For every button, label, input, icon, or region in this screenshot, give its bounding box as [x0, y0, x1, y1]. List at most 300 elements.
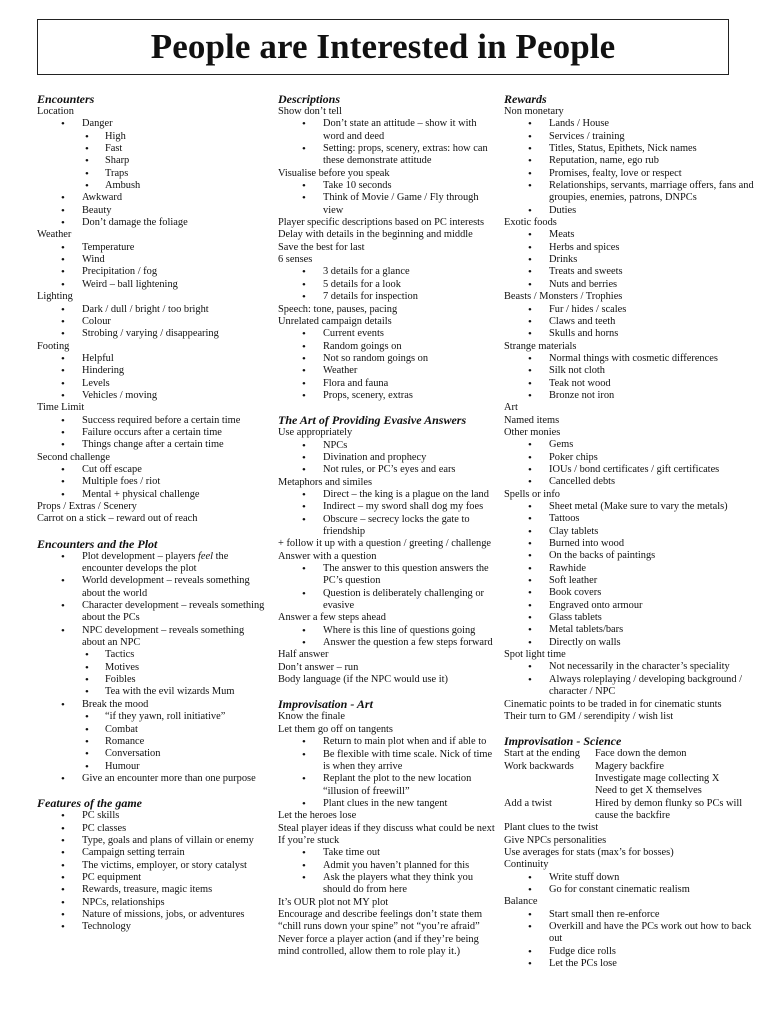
list-item: [37, 304, 265, 316]
list-heading: [278, 229, 495, 241]
section-gap: [37, 526, 265, 537]
item-text: Not rules, or PC’s eyes and ears: [323, 464, 456, 476]
item-text: Where is this line of questions going: [323, 624, 476, 636]
list-item: [37, 489, 265, 501]
list-heading: [504, 427, 754, 439]
list-item: [504, 279, 754, 291]
item-text: Teak not wood: [549, 377, 611, 389]
list-item: [278, 489, 495, 501]
list-item: [37, 118, 265, 130]
list-item: [504, 254, 754, 266]
item-text: Don’t damage the foliage: [82, 217, 188, 229]
item-text: Visualise before you speak: [278, 167, 390, 179]
bullet-icon: •: [528, 365, 532, 378]
bullet-icon: •: [61, 365, 65, 378]
item-text: Reputation, name, ego rub: [549, 155, 659, 167]
list-heading: [37, 291, 265, 303]
item-text: PC equipment: [82, 871, 142, 883]
list-item: [37, 205, 265, 217]
list-item: [37, 847, 265, 859]
bullet-icon: •: [85, 661, 89, 674]
bullet-icon: •: [302, 797, 306, 810]
bullet-icon: •: [528, 439, 532, 452]
list-item: [37, 810, 265, 822]
item-text: Services / training: [549, 130, 625, 142]
list-item: [37, 192, 265, 204]
list-item: [278, 440, 495, 452]
list-item: [37, 131, 265, 143]
item-text: On the backs of paintings: [549, 550, 656, 562]
step-detail: Investigate mage collecting X: [595, 772, 720, 784]
section-gap: [37, 785, 265, 796]
list-item: [278, 291, 495, 303]
bullet-icon: •: [61, 414, 65, 427]
item-text: Ask the players what they think you should do from here: [323, 871, 474, 896]
list-heading: [37, 106, 265, 118]
item-text: Nuts and berries: [549, 278, 618, 290]
list-heading: [504, 402, 754, 414]
bullet-icon: •: [528, 513, 532, 526]
item-text: Spells or info: [504, 488, 560, 500]
bullet-icon: •: [61, 315, 65, 328]
list-item: [278, 637, 495, 649]
section-gap: [504, 723, 754, 734]
item-text: Sheet metal (Make sure to vary the metals): [549, 501, 728, 512]
column-middle: [278, 92, 495, 958]
list-heading: [504, 699, 754, 711]
bullet-icon: •: [528, 155, 532, 168]
bullet-icon: •: [528, 451, 532, 464]
item-text: Precipitation / fog: [82, 266, 158, 278]
item-text: Rawhide: [549, 562, 586, 574]
item-text: Engraved onto armour: [549, 599, 643, 611]
item-text: Multiple foes / riot: [82, 476, 161, 488]
list-heading: [278, 810, 495, 822]
list-item: [504, 452, 754, 464]
title-box: [37, 19, 729, 75]
item-text: Never force a player action (and if they’re being mind controlled, allow them to role play it.): [278, 933, 479, 957]
item-text: Replant the plot to the new location “illusion of freewill”: [323, 773, 472, 797]
bullet-list: [504, 822, 754, 970]
list-item: [37, 625, 265, 650]
item-text: Technology: [82, 921, 131, 933]
bullet-icon: •: [528, 254, 532, 267]
section-heading: Encounters and the Plot: [37, 536, 158, 551]
bullet-icon: •: [61, 476, 65, 489]
item-text: 5 details for a look: [323, 278, 401, 290]
bullet-icon: •: [302, 328, 306, 341]
list-item: [37, 476, 265, 488]
item-text: Named items: [504, 414, 560, 426]
bullet-icon: •: [61, 463, 65, 476]
list-item: [504, 439, 754, 451]
bullet-icon: •: [61, 241, 65, 254]
list-heading: [504, 341, 754, 353]
list-item: [278, 378, 495, 390]
item-text: Dark / dull / bright / too bright: [82, 303, 209, 315]
list-item: [504, 550, 754, 562]
list-item: [278, 390, 495, 402]
item-text: Treats and sweets: [549, 266, 623, 278]
list-heading: [278, 477, 495, 489]
bullet-icon: •: [302, 143, 306, 156]
bullet-icon: •: [528, 328, 532, 341]
bullet-icon: •: [528, 266, 532, 279]
bullet-list: [278, 106, 495, 402]
item-text: Not so random goings on: [323, 352, 429, 364]
bullet-icon: •: [528, 525, 532, 538]
item-text: Herbs and spices: [549, 241, 620, 253]
list-heading: [278, 427, 495, 439]
item-text: Traps: [105, 167, 129, 179]
item-text: Humour: [105, 760, 140, 772]
item-text: Indirect – my sword shall dog my foes: [323, 501, 484, 513]
bullet-icon: •: [302, 389, 306, 402]
item-text: Exotic foods: [504, 217, 557, 229]
item-text: Wind: [82, 254, 105, 266]
bullet-icon: •: [528, 908, 532, 921]
bullet-icon: •: [528, 599, 532, 612]
list-item: [278, 192, 495, 217]
list-item: [504, 909, 754, 921]
item-text: Use averages for stats (max’s for bosses): [504, 846, 674, 858]
item-text: Burned into wood: [549, 538, 625, 550]
list-heading: [37, 229, 265, 241]
list-item: [278, 353, 495, 365]
list-item: [278, 625, 495, 637]
bullet-icon: •: [85, 143, 89, 156]
item-text: Flora and fauna: [323, 377, 389, 389]
item-text: Half answer: [278, 649, 329, 661]
list-item: [37, 464, 265, 476]
item-text: PC classes: [82, 822, 127, 834]
bullet-icon: •: [302, 587, 306, 600]
item-text: Duties: [549, 204, 577, 216]
item-text: Answer with a question: [278, 550, 377, 562]
item-text: Obscure – secrecy locks the gate to friendship: [323, 513, 470, 537]
list-heading: [278, 551, 495, 563]
item-text: 7 details for inspection: [323, 291, 418, 303]
item-text: Rewards, treasure, magic items: [82, 884, 213, 896]
item-text: Sharp: [105, 155, 130, 167]
item-text: Give NPCs personalities: [504, 834, 607, 846]
item-text: Romance: [105, 735, 145, 747]
list-item: [37, 662, 265, 674]
step-label: [504, 785, 595, 797]
list-item: [504, 884, 754, 896]
bullet-icon: •: [61, 266, 65, 279]
item-text: Gems: [549, 439, 574, 451]
list-heading: [37, 513, 265, 525]
bullet-icon: •: [528, 241, 532, 254]
step-label: Add a twist: [504, 797, 552, 809]
bullet-icon: •: [61, 834, 65, 847]
list-item: [278, 180, 495, 192]
list-heading: [37, 402, 265, 414]
list-item: [278, 514, 495, 539]
item-text: Claws and teeth: [549, 315, 616, 327]
item-text: Fur / hides / scales: [549, 303, 627, 315]
section-gap: [278, 686, 495, 697]
list-item: [504, 131, 754, 143]
list-item: [504, 143, 754, 155]
list-item: [278, 365, 495, 377]
bullet-icon: •: [61, 439, 65, 452]
step-label: [504, 773, 595, 785]
bullet-icon: •: [528, 538, 532, 551]
list-item: [278, 328, 495, 340]
list-item: [504, 168, 754, 180]
item-text: Plot development – players feel the encounter develops the plot: [82, 550, 229, 575]
bullet-icon: •: [528, 352, 532, 365]
bullet-icon: •: [302, 291, 306, 304]
item-text: Let the heroes lose: [278, 810, 357, 822]
item-text: Soft leather: [549, 575, 598, 587]
list-item: [37, 316, 265, 328]
section-gap: [278, 402, 495, 413]
list-item: [37, 897, 265, 909]
list-item: [37, 674, 265, 686]
list-item: [504, 180, 754, 205]
section-heading: Descriptions: [278, 92, 341, 106]
list-heading: [278, 242, 495, 254]
item-text: Vehicles / moving: [82, 389, 158, 401]
list-heading: [278, 724, 495, 736]
item-text: Cut off escape: [82, 463, 142, 475]
list-heading: [504, 847, 754, 859]
item-text: Cancelled debts: [549, 476, 616, 488]
bullet-icon: •: [302, 266, 306, 279]
item-text: Fast: [105, 143, 123, 155]
item-text: Return to main plot when and if able to: [323, 736, 487, 748]
item-text: Take time out: [323, 847, 380, 859]
item-text: World development – reveals something about the world: [82, 575, 250, 599]
item-text: Bronze not iron: [549, 389, 615, 401]
list-item: [37, 835, 265, 847]
list-heading: [504, 859, 754, 871]
bullet-icon: •: [302, 736, 306, 749]
item-text: Plant clues to the twist: [504, 822, 599, 834]
item-text: NPC development – reveals something about an NPC: [82, 624, 245, 649]
bullet-icon: •: [61, 389, 65, 402]
item-text: Show don’t tell: [278, 106, 342, 117]
item-text: Location: [37, 106, 74, 117]
list-item: [37, 242, 265, 254]
list-item: [37, 872, 265, 884]
bullet-icon: •: [302, 451, 306, 464]
list-item: [37, 748, 265, 760]
list-item: [504, 637, 754, 649]
list-heading: [278, 538, 495, 550]
item-text: Temperature: [82, 241, 135, 253]
bullet-icon: •: [302, 278, 306, 291]
list-item: [504, 464, 754, 476]
step-row: [504, 785, 754, 797]
item-text: Motives: [105, 661, 140, 673]
bullet-icon: •: [302, 365, 306, 378]
bullet-icon: •: [528, 315, 532, 328]
list-item: [37, 439, 265, 451]
bullet-icon: •: [302, 773, 306, 786]
list-heading: [278, 304, 495, 316]
item-text: Body language (if the NPC would use it): [278, 674, 448, 686]
item-text: Unrelated campaign details: [278, 315, 392, 327]
item-text: It’s OUR plot not MY plot: [278, 896, 389, 908]
bullet-icon: •: [528, 550, 532, 563]
list-item: [37, 909, 265, 921]
bullet-icon: •: [85, 711, 89, 724]
item-text: Props / Extras / Scenery: [37, 501, 137, 512]
list-item: [278, 847, 495, 859]
item-text: Character development – reveals something about the PCs: [82, 600, 265, 624]
item-text: Conversation: [105, 748, 161, 760]
list-heading: [278, 106, 495, 118]
bullet-icon: •: [85, 723, 89, 736]
list-item: [37, 600, 265, 625]
list-heading: [278, 217, 495, 229]
bullet-icon: •: [302, 352, 306, 365]
list-item: [37, 699, 265, 711]
list-item: [37, 761, 265, 773]
list-item: [37, 686, 265, 698]
bullet-icon: •: [61, 772, 65, 785]
item-text: Fudge dice rolls: [549, 945, 616, 957]
list-heading: [278, 835, 495, 847]
bullet-icon: •: [85, 735, 89, 748]
item-text: Colour: [82, 315, 111, 327]
bullet-icon: •: [61, 859, 65, 872]
step-detail: Hired by demon flunky so PCs will cause the backfire: [595, 797, 743, 821]
item-text: Always roleplaying / developing background / character / NPC: [549, 673, 743, 698]
list-item: [504, 526, 754, 538]
list-item: [278, 501, 495, 513]
list-item: [37, 168, 265, 180]
list-heading: [37, 341, 265, 353]
item-text: Hindering: [82, 365, 125, 377]
bullet-icon: •: [528, 463, 532, 476]
item-text: Directly on walls: [549, 636, 621, 648]
bullet-icon: •: [85, 760, 89, 773]
bullet-icon: •: [85, 155, 89, 168]
bullet-icon: •: [528, 204, 532, 217]
item-text: Art: [504, 402, 518, 414]
bullet-icon: •: [528, 476, 532, 489]
item-text: Normal things with cosmetic differences: [549, 352, 718, 364]
item-text: Direct – the king is a plague on the land: [323, 488, 489, 500]
list-item: [278, 773, 495, 798]
item-text: Glass tablets: [549, 612, 602, 624]
item-text: Tea with the evil wizards Mum: [105, 686, 235, 698]
item-text: Drinks: [549, 254, 578, 266]
item-text: Things change after a certain time: [82, 439, 224, 451]
bullet-icon: •: [85, 180, 89, 193]
item-text: Don’t answer – run: [278, 661, 359, 673]
bullet-icon: •: [528, 883, 532, 896]
list-item: [278, 266, 495, 278]
bullet-icon: •: [528, 303, 532, 316]
item-text: Think of Movie / Game / Fly through view: [323, 192, 479, 216]
list-heading: [278, 168, 495, 180]
bullet-icon: •: [528, 229, 532, 242]
item-text: Encourage and describe feelings don’t state them “chill runs down your spine” not “you’re afraid”: [278, 908, 483, 933]
list-item: [278, 118, 495, 143]
item-text: Start small then re-enforce: [549, 908, 660, 920]
item-text: Danger: [82, 118, 113, 130]
step-row: [504, 773, 754, 785]
list-item: [37, 328, 265, 340]
list-item: [504, 242, 754, 254]
bullet-icon: •: [528, 575, 532, 588]
bullet-list: [278, 711, 495, 958]
list-item: [504, 587, 754, 599]
bullet-icon: •: [302, 180, 306, 193]
list-heading: [278, 612, 495, 624]
bullet-icon: •: [302, 748, 306, 761]
list-item: [504, 390, 754, 402]
bullet-icon: •: [528, 921, 532, 933]
list-item: [37, 427, 265, 439]
item-text: Delay with details in the beginning and middle: [278, 229, 473, 241]
item-text: 6 senses: [278, 254, 313, 266]
bullet-icon: •: [302, 624, 306, 637]
item-text: Metal tablets/bars: [549, 624, 624, 636]
bullet-icon: •: [61, 426, 65, 439]
item-text: Their turn to GM / serendipity / wish list: [504, 710, 674, 722]
bullet-icon: •: [302, 513, 306, 526]
list-heading: [504, 489, 754, 501]
list-item: [37, 711, 265, 723]
list-item: [278, 872, 495, 897]
item-text: Steal player ideas if they discuss what could be next: [278, 822, 495, 834]
bullet-icon: •: [528, 612, 532, 625]
bullet-icon: •: [528, 958, 532, 971]
bullet-icon: •: [61, 204, 65, 217]
bullet-icon: •: [528, 501, 532, 513]
list-item: [37, 143, 265, 155]
bullet-icon: •: [85, 686, 89, 699]
item-text: Ambush: [105, 180, 141, 192]
list-item: [278, 563, 495, 588]
list-item: [504, 921, 754, 946]
list-heading: [504, 896, 754, 908]
list-item: [37, 266, 265, 278]
item-text: Success required before a certain time: [82, 414, 241, 426]
list-item: [504, 316, 754, 328]
item-text: Failure occurs after a certain time: [82, 426, 222, 438]
bullet-icon: •: [528, 624, 532, 637]
item-text: Take 10 seconds: [323, 180, 392, 192]
list-heading: [278, 254, 495, 266]
bullet-icon: •: [61, 550, 65, 563]
list-item: [278, 798, 495, 810]
list-heading: [278, 711, 495, 723]
item-text: Skulls and horns: [549, 328, 619, 340]
list-item: [504, 513, 754, 525]
list-heading: [504, 415, 754, 427]
item-text: Divination and prophecy: [323, 451, 427, 463]
list-item: [278, 736, 495, 748]
list-heading: [278, 649, 495, 661]
bullet-icon: •: [61, 884, 65, 897]
item-text: Current events: [323, 328, 384, 340]
bullet-icon: •: [302, 871, 306, 884]
list-item: [504, 661, 754, 673]
bullet-icon: •: [528, 167, 532, 180]
bullet-icon: •: [61, 377, 65, 390]
list-item: [37, 353, 265, 365]
bullet-list: [278, 427, 495, 686]
item-text: Balance: [504, 896, 538, 908]
